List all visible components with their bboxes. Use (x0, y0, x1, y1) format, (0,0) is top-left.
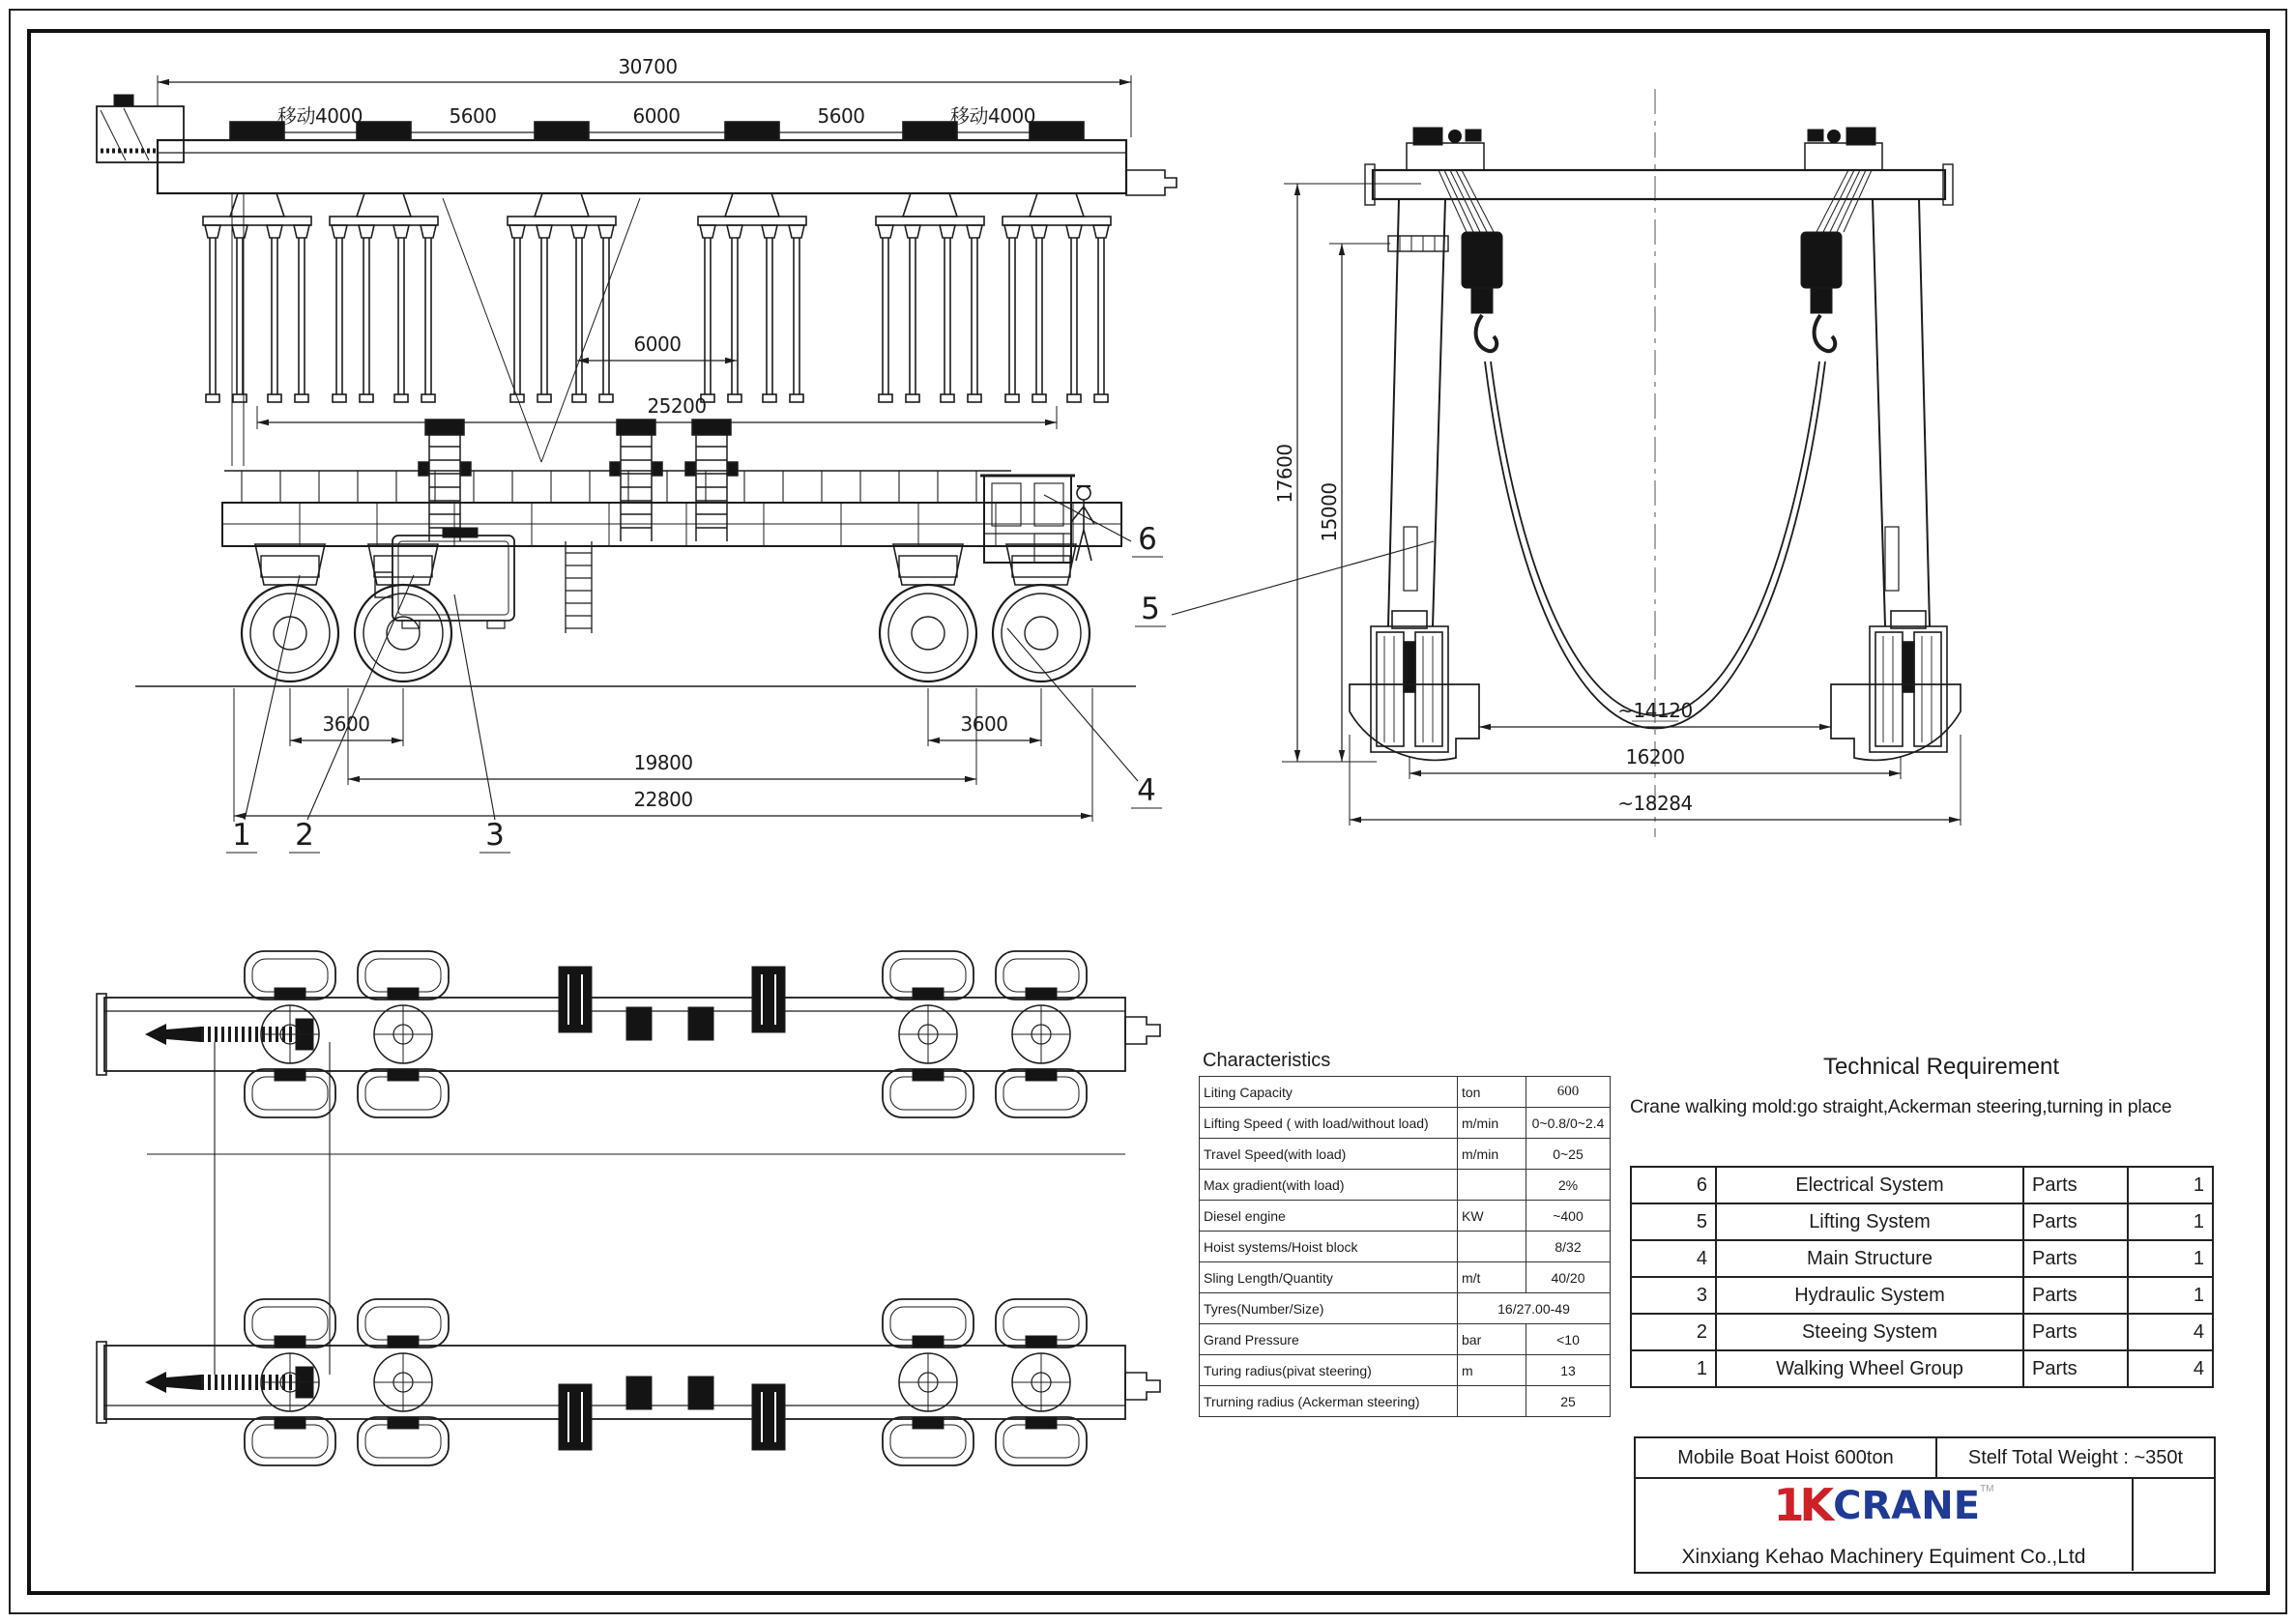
side-view (1273, 89, 1961, 837)
svg-text:25200: 25200 (647, 394, 707, 418)
dim-wheelbase-left (290, 688, 403, 746)
svg-text:6000: 6000 (633, 333, 682, 356)
logo-mark: 1K (1773, 1479, 1830, 1531)
technical-requirement-title: Technical Requirement (1822, 1054, 2060, 1080)
front-view (97, 55, 1434, 853)
ladder (566, 541, 592, 633)
wheel-bogie-right (1870, 611, 1947, 752)
svg-text:移动4000: 移动4000 (950, 104, 1035, 128)
table-row: 4 Main Structure Parts 1 (1631, 1240, 2213, 1277)
technical-requirement (1630, 1054, 2252, 1118)
hoist-machinery-left (1407, 128, 1484, 170)
table-row: 3 Hydraulic System Parts 1 (1631, 1277, 2213, 1314)
callout-4: 4 (1137, 773, 1156, 808)
company-name: Xinxiang Kehao Machinery Equiment Co.,Ltd (1681, 1546, 2086, 1568)
dim-span-inner (257, 394, 1057, 429)
callout-2: 2 (295, 818, 314, 853)
callouts (226, 495, 1434, 853)
parts-list-table (1630, 1166, 2214, 1388)
table-row: 1 Walking Wheel Group Parts 4 (1631, 1350, 2213, 1387)
wheel-bogie-left (1371, 611, 1448, 752)
table-row: Liting Capacity ton 600 (1200, 1077, 1611, 1108)
pulley-block-left (1462, 232, 1502, 351)
svg-text:移动4000: 移动4000 (277, 104, 363, 128)
table-row: Hoist systems/Hoist block 8/32 (1200, 1232, 1611, 1262)
table-row: Trurning radius (Ackerman steering) 25 (1200, 1386, 1611, 1417)
logo-tm-mark: TM (1980, 1484, 1994, 1494)
kcrane-logo (1773, 1479, 1994, 1531)
svg-text:6000: 6000 (632, 104, 681, 128)
svg-text:17600: 17600 (1273, 444, 1296, 504)
svg-text:~18284: ~18284 (1617, 792, 1693, 815)
svg-text:5600: 5600 (449, 104, 497, 128)
svg-text:30700: 30700 (618, 55, 678, 78)
svg-text:15000: 15000 (1318, 482, 1341, 542)
table-row: 6 Electrical System Parts 1 (1631, 1167, 2213, 1203)
operator-cab (980, 476, 1075, 563)
plan-view (97, 951, 1160, 1465)
svg-text:~14120: ~14120 (1617, 699, 1693, 722)
callout-6: 6 (1138, 522, 1157, 557)
svg-text:3600: 3600 (960, 712, 1008, 736)
title-block-empty-cell (2134, 1479, 2214, 1571)
product-name: Mobile Boat Hoist 600ton (1636, 1438, 1937, 1477)
hoist-machinery-right (1805, 128, 1882, 170)
title-block (1634, 1436, 2216, 1574)
total-weight: Stelf Total Weight : ~350t (1967, 1446, 2184, 1468)
svg-text:16200: 16200 (1625, 745, 1685, 768)
svg-text:3600: 3600 (322, 712, 370, 736)
table-row: Tyres(Number/Size) 16/27.00-49 (1200, 1293, 1611, 1324)
svg-text:5600: 5600 (817, 104, 865, 128)
characteristics-title: Characteristics (1203, 1050, 1331, 1071)
table-row: Lifting Speed ( with load/without load) m/min 0~0.8/0~2.4 (1200, 1108, 1611, 1139)
dim-base (348, 688, 976, 785)
technical-requirement-body: Crane walking mold:go straight,Ackerman steering,turning in place (1630, 1096, 2172, 1117)
table-row: Turing radius(pivat steering) m 13 (1200, 1355, 1611, 1386)
svg-text:19800: 19800 (633, 751, 693, 774)
callout-5: 5 (1141, 592, 1160, 626)
dim-wheelbase-right (928, 688, 1041, 746)
table-row: Max gradient(with load) 2% (1200, 1170, 1611, 1201)
table-row: Diesel engine KW ~400 (1200, 1201, 1611, 1232)
callout-1: 1 (232, 818, 251, 853)
characteristics-table (1199, 1076, 1611, 1417)
callout-3: 3 (485, 818, 505, 853)
characteristics-panel (1199, 1050, 1605, 1417)
hull-cradle-left (1350, 684, 1479, 760)
table-row: Sling Length/Quantity m/t 40/20 (1200, 1262, 1611, 1293)
table-row: 5 Lifting System Parts 1 (1631, 1203, 2213, 1240)
svg-text:22800: 22800 (633, 788, 693, 811)
pulley-block-right (1801, 232, 1842, 351)
dim-height-overall (1273, 184, 1421, 762)
dim-hoist-span (577, 333, 737, 361)
machinery-house (375, 528, 514, 628)
table-row: Travel Speed(with load) m/min 0~25 (1200, 1139, 1611, 1170)
chassis (222, 471, 1121, 546)
logo-text: CRANE (1833, 1484, 1981, 1528)
table-row: Grand Pressure bar <10 (1200, 1324, 1611, 1355)
table-row: 2 Steeing System Parts 4 (1631, 1314, 2213, 1350)
